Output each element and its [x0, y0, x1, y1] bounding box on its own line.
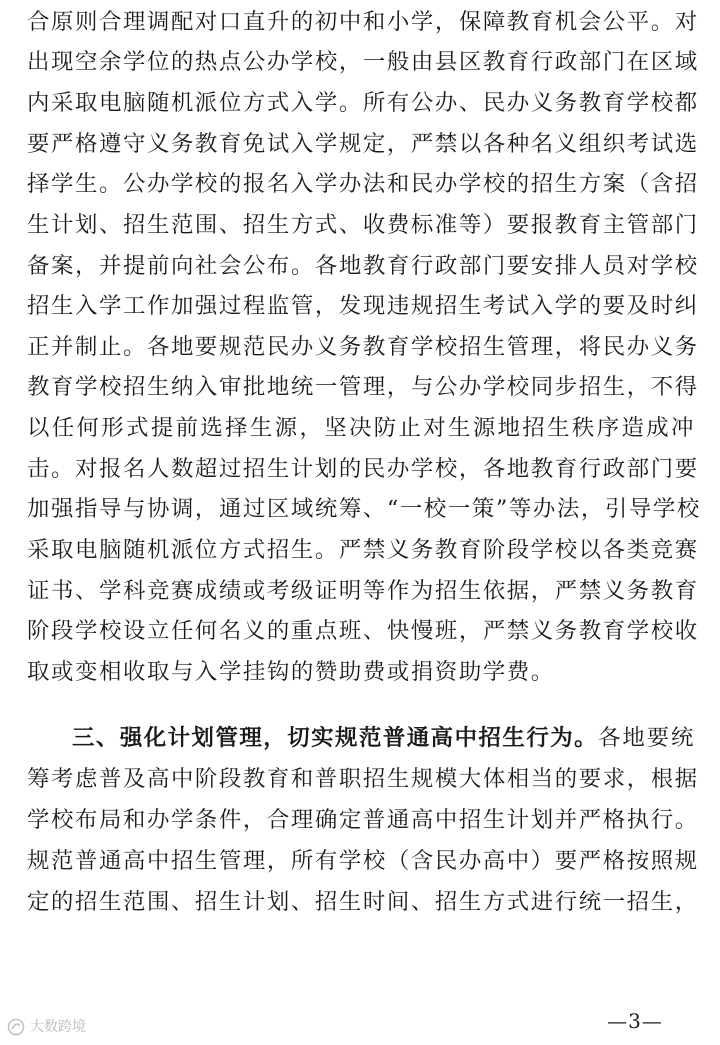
- body-text-line: 内采取电脑随机派位方式入学。所有公办、民办义务教育学校都: [27, 90, 699, 116]
- body-text-line: 出现空余学位的热点公办学校，一般由县区教育行政部门在区域: [27, 49, 699, 75]
- body-text-line: 筹考虑普及高中阶段教育和普职招生规模大体相当的要求，根据: [27, 766, 699, 792]
- body-text-line: 阶段学校设立任何名义的重点班、快慢班，严禁义务教育学校收: [27, 618, 699, 644]
- logo-icon: [6, 1017, 26, 1037]
- body-text-line: 合原则合理调配对口直升的初中和小学，保障教育机会公平。对: [27, 9, 699, 35]
- body-text-line: 取或变相收取与入学挂钩的赞助费或捐资助学费。: [27, 659, 555, 685]
- section-3-heading: 三、强化计划管理，切实规范普通高中招生行为。: [72, 725, 599, 751]
- watermark: [6, 1015, 86, 1039]
- page-number: —3—: [607, 1009, 663, 1033]
- body-text-line: 学校布局和办学条件，合理确定普通高中招生计划并严格执行。: [27, 807, 699, 833]
- body-text-line: 击。对报名人数超过招生计划的民办学校，各地教育行政部门要: [27, 456, 699, 482]
- body-text-line: 以任何形式提前选择生源，坚决防止对生源地招生秩序造成冲: [27, 415, 695, 441]
- section-3-first-line-rest: 各地要统: [598, 725, 695, 751]
- body-text-line: 招生入学工作加强过程监管，发现违规招生考试入学的要及时纠: [27, 293, 699, 319]
- body-text-line: 要严格遵守义务教育免试入学规定，严禁以各种名义组织考试选: [27, 131, 699, 157]
- body-text-line: 生计划、招生范围、招生方式、收费标准等）要报教育主管部门: [27, 212, 699, 238]
- body-text-line: 正并制止。各地要规范民办义务教育学校招生管理，将民办义务: [27, 334, 699, 360]
- watermark-text: 大数跨境: [30, 1019, 86, 1035]
- body-text-line: 证书、学科竞赛成绩或考级证明等作为招生依据，严禁义务教育: [27, 578, 699, 604]
- body-text-line: 规范普通高中招生管理，所有学校（含民办高中）要严格按照规: [27, 848, 699, 874]
- body-text-line: 采取电脑随机派位方式招生。严禁义务教育阶段学校以各类竞赛: [27, 537, 699, 563]
- body-text-line: 备案，并提前向社会公布。各地教育行政部门要安排人员对学校: [27, 253, 699, 279]
- section-3-first-line: [72, 720, 695, 756]
- body-text-line: 定的招生范围、招生计划、招生时间、招生方式进行统一招生，: [27, 889, 699, 915]
- body-text-line: 择学生。公办学校的报名入学办法和民办学校的招生方案（含招: [27, 171, 699, 197]
- body-text-line: 加强指导与协调，通过区域统筹、“一校一策”等办法，引导学校: [27, 496, 701, 522]
- body-text-line: 教育学校招生纳入审批地统一管理，与公办学校同步招生，不得: [27, 374, 699, 400]
